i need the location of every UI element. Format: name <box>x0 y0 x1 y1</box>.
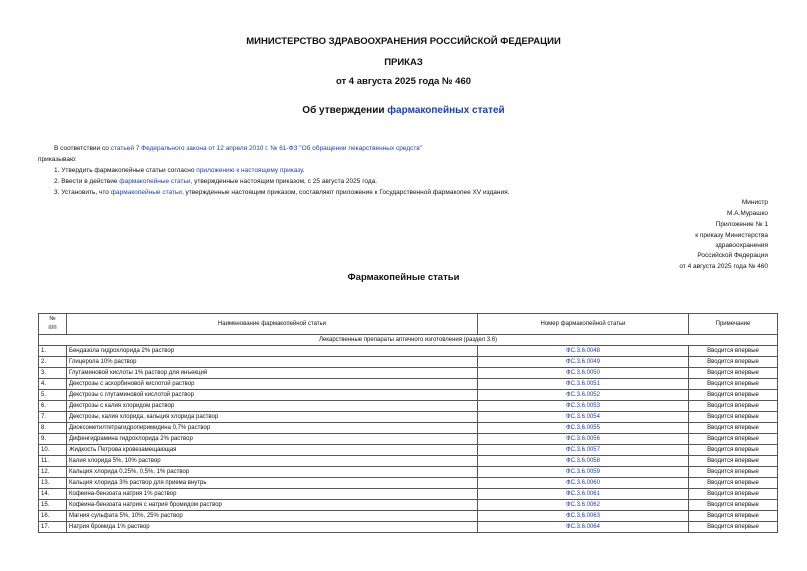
item-3-link[interactable]: фармакопейные статьи <box>110 189 182 196</box>
row-note: Вводится впервые <box>689 390 778 401</box>
signature-name: М.А.Мурашко <box>726 210 768 217</box>
row-number: 2. <box>39 357 67 368</box>
row-note: Вводится впервые <box>689 467 778 478</box>
intro-paragraph <box>54 145 422 152</box>
row-number: 17. <box>39 522 67 533</box>
row-number: 16. <box>39 511 67 522</box>
row-code-link[interactable]: ФС.3.6.0059 <box>478 467 689 478</box>
subject-prefix: Об утверждении <box>302 105 388 116</box>
table-row <box>39 511 778 522</box>
date-number-heading: от 4 августа 2025 года № 460 <box>335 76 472 87</box>
table-row <box>39 500 778 511</box>
row-name: Декстрозы с аскорбиновой кислотой раствор <box>67 379 478 390</box>
table-row <box>39 489 778 500</box>
table-row <box>39 379 778 390</box>
subject-heading <box>0 105 807 116</box>
row-number: 15. <box>39 500 67 511</box>
row-name: Натрия бромида 1% раствор <box>67 522 478 533</box>
row-name: Декстрозы с калия хлоридом раствор <box>67 401 478 412</box>
row-code-link[interactable]: ФС.3.6.0061 <box>478 489 689 500</box>
row-name: Кальция хлорида 0,25%, 0,5%, 1% раствор <box>67 467 478 478</box>
table-row <box>39 357 778 368</box>
row-number: 13. <box>39 478 67 489</box>
row-name: Декстрозы, калия хлорида, кальция хлорида раствор <box>67 412 478 423</box>
item-1-suffix: . <box>302 167 305 174</box>
row-code-link[interactable]: ФС.3.6.0054 <box>478 412 689 423</box>
item-3 <box>54 189 509 196</box>
row-code-link[interactable]: ФС.3.6.0062 <box>478 500 689 511</box>
appendix-link[interactable]: приложению к настоящему приказу <box>196 167 303 174</box>
item-1 <box>54 167 305 174</box>
table-row <box>39 346 778 357</box>
row-number: 14. <box>39 489 67 500</box>
table-row <box>39 401 778 412</box>
row-note: Вводится впервые <box>689 423 778 434</box>
row-note: Вводится впервые <box>689 511 778 522</box>
row-code-link[interactable]: ФС.3.6.0049 <box>478 357 689 368</box>
row-note: Вводится впервые <box>689 522 778 533</box>
row-name: Декстрозы с глутаминовой кислотой раствор <box>67 390 478 401</box>
table-row <box>39 412 778 423</box>
table-row <box>39 445 778 456</box>
table-row <box>39 390 778 401</box>
row-code-link[interactable]: ФС.3.6.0057 <box>478 445 689 456</box>
row-name: Кофеина-бензоата натрия 1% раствор <box>67 489 478 500</box>
item-2-suffix: , утвержденные настоящим приказом, с 25 августа 2025 года. <box>190 178 378 185</box>
row-note: Вводится впервые <box>689 489 778 500</box>
table-row <box>39 478 778 489</box>
item-3-suffix: , утвержденные настоящим приказом, составляют приложение к Государственной фармакопее XV издания. <box>181 189 510 196</box>
row-note: Вводится впервые <box>689 456 778 467</box>
row-number: 9. <box>39 434 67 445</box>
row-number: 4. <box>39 379 67 390</box>
signature-position: Министр <box>741 199 768 206</box>
appendix-title: Фармакопейные статьи <box>347 272 460 283</box>
intro-prefix: В соответствии со <box>54 145 111 152</box>
row-number: 10. <box>39 445 67 456</box>
row-note: Вводится впервые <box>689 379 778 390</box>
row-code-link[interactable]: ФС.3.6.0063 <box>478 511 689 522</box>
table-row <box>39 522 778 533</box>
row-number: 12. <box>39 467 67 478</box>
doc-type-heading: ПРИКАЗ <box>384 57 423 68</box>
row-code-link[interactable]: ФС.3.6.0052 <box>478 390 689 401</box>
row-number: 5. <box>39 390 67 401</box>
table-row <box>39 423 778 434</box>
row-note: Вводится впервые <box>689 401 778 412</box>
appendix-line-2: к приказу Министерства <box>695 232 768 239</box>
row-name: Магния сульфата 5%, 10%, 25% раствор <box>67 511 478 522</box>
section-title: Лекарственные препараты аптечного изготовления (раздел 3.6) <box>39 335 778 346</box>
row-code-link[interactable]: ФС.3.6.0064 <box>478 522 689 533</box>
item-2-prefix: 2. Ввести в действие <box>54 178 120 185</box>
col-number-header: № п/п <box>39 314 67 335</box>
row-code-link[interactable]: ФС.3.6.0060 <box>478 478 689 489</box>
appendix-line-4: Российской Федерации <box>697 252 768 259</box>
item-3-prefix: 3. Установить, что <box>54 189 111 196</box>
ministry-heading: МИНИСТЕРСТВО ЗДРАВООХРАНЕНИЯ РОССИЙСКОЙ ФЕДЕРАЦИИ <box>246 36 561 47</box>
row-name: Калия хлорида 5%, 10% раствор <box>67 456 478 467</box>
law-link[interactable]: статьей 7 Федерального закона от 12 апреля 2010 г. № 61-ФЗ "Об обращении лекарственных средств" <box>110 145 423 152</box>
row-number: 11. <box>39 456 67 467</box>
col-note-header: Примечание <box>689 314 778 335</box>
row-note: Вводится впервые <box>689 445 778 456</box>
item-2 <box>54 178 377 185</box>
row-code-link[interactable]: ФС.3.6.0055 <box>478 423 689 434</box>
row-code-link[interactable]: ФС.3.6.0050 <box>478 368 689 379</box>
order-word: приказываю: <box>38 156 77 163</box>
item-2-link[interactable]: фармакопейные статьи <box>119 178 191 185</box>
row-number: 3. <box>39 368 67 379</box>
row-name: Кальция хлорида 3% раствор для приема внутрь <box>67 478 478 489</box>
row-number: 6. <box>39 401 67 412</box>
table-row <box>39 368 778 379</box>
appendix-line-5: от 4 августа 2025 года № 460 <box>679 263 768 270</box>
row-code-link[interactable]: ФС.3.6.0056 <box>478 434 689 445</box>
row-number: 7. <box>39 412 67 423</box>
row-note: Вводится впервые <box>689 357 778 368</box>
appendix-line-1: Приложение № 1 <box>715 221 768 228</box>
item-1-prefix: 1. Утвердить фармакопейные статьи согласно <box>54 167 197 174</box>
table-row <box>39 467 778 478</box>
row-name: Бендазола гидрохлорида 2% раствор <box>67 346 478 357</box>
pharmacopoeia-table <box>38 313 778 533</box>
row-name: Кофеина-бензоата натрия с натрия бромидом раствор <box>67 500 478 511</box>
appendix-line-3: здравоохранения <box>715 242 768 249</box>
table-row <box>39 434 778 445</box>
row-number: 1. <box>39 346 67 357</box>
row-code-link[interactable]: ФС.3.6.0048 <box>478 346 689 357</box>
row-number: 8. <box>39 423 67 434</box>
row-code-link[interactable]: ФС.3.6.0058 <box>478 456 689 467</box>
row-note: Вводится впервые <box>689 368 778 379</box>
row-name: Диоксометилтетрагидропиримидина 0,7% раствор <box>67 423 478 434</box>
row-note: Вводится впервые <box>689 434 778 445</box>
section-row <box>39 335 778 346</box>
table-header-row <box>39 314 778 335</box>
row-code-link[interactable]: ФС.3.6.0053 <box>478 401 689 412</box>
row-name: Дифенгидрамина гидрохлорида 2% раствор <box>67 434 478 445</box>
row-name: Жидкость Петрова кровезамещающая <box>67 445 478 456</box>
row-name: Глутаминовой кислоты 1% раствор для инъекций <box>67 368 478 379</box>
table-row <box>39 456 778 467</box>
col-name-header: Наименование фармакопейной статьи <box>67 314 478 335</box>
row-note: Вводится впервые <box>689 346 778 357</box>
row-note: Вводится впервые <box>689 500 778 511</box>
row-name: Глицерола 10% раствор <box>67 357 478 368</box>
row-code-link[interactable]: ФС.3.6.0051 <box>478 379 689 390</box>
col-code-header: Номер фармакопейной статьи <box>478 314 689 335</box>
row-note: Вводится впервые <box>689 478 778 489</box>
row-note: Вводится впервые <box>689 412 778 423</box>
subject-link[interactable]: фармакопейных статей <box>387 105 505 116</box>
